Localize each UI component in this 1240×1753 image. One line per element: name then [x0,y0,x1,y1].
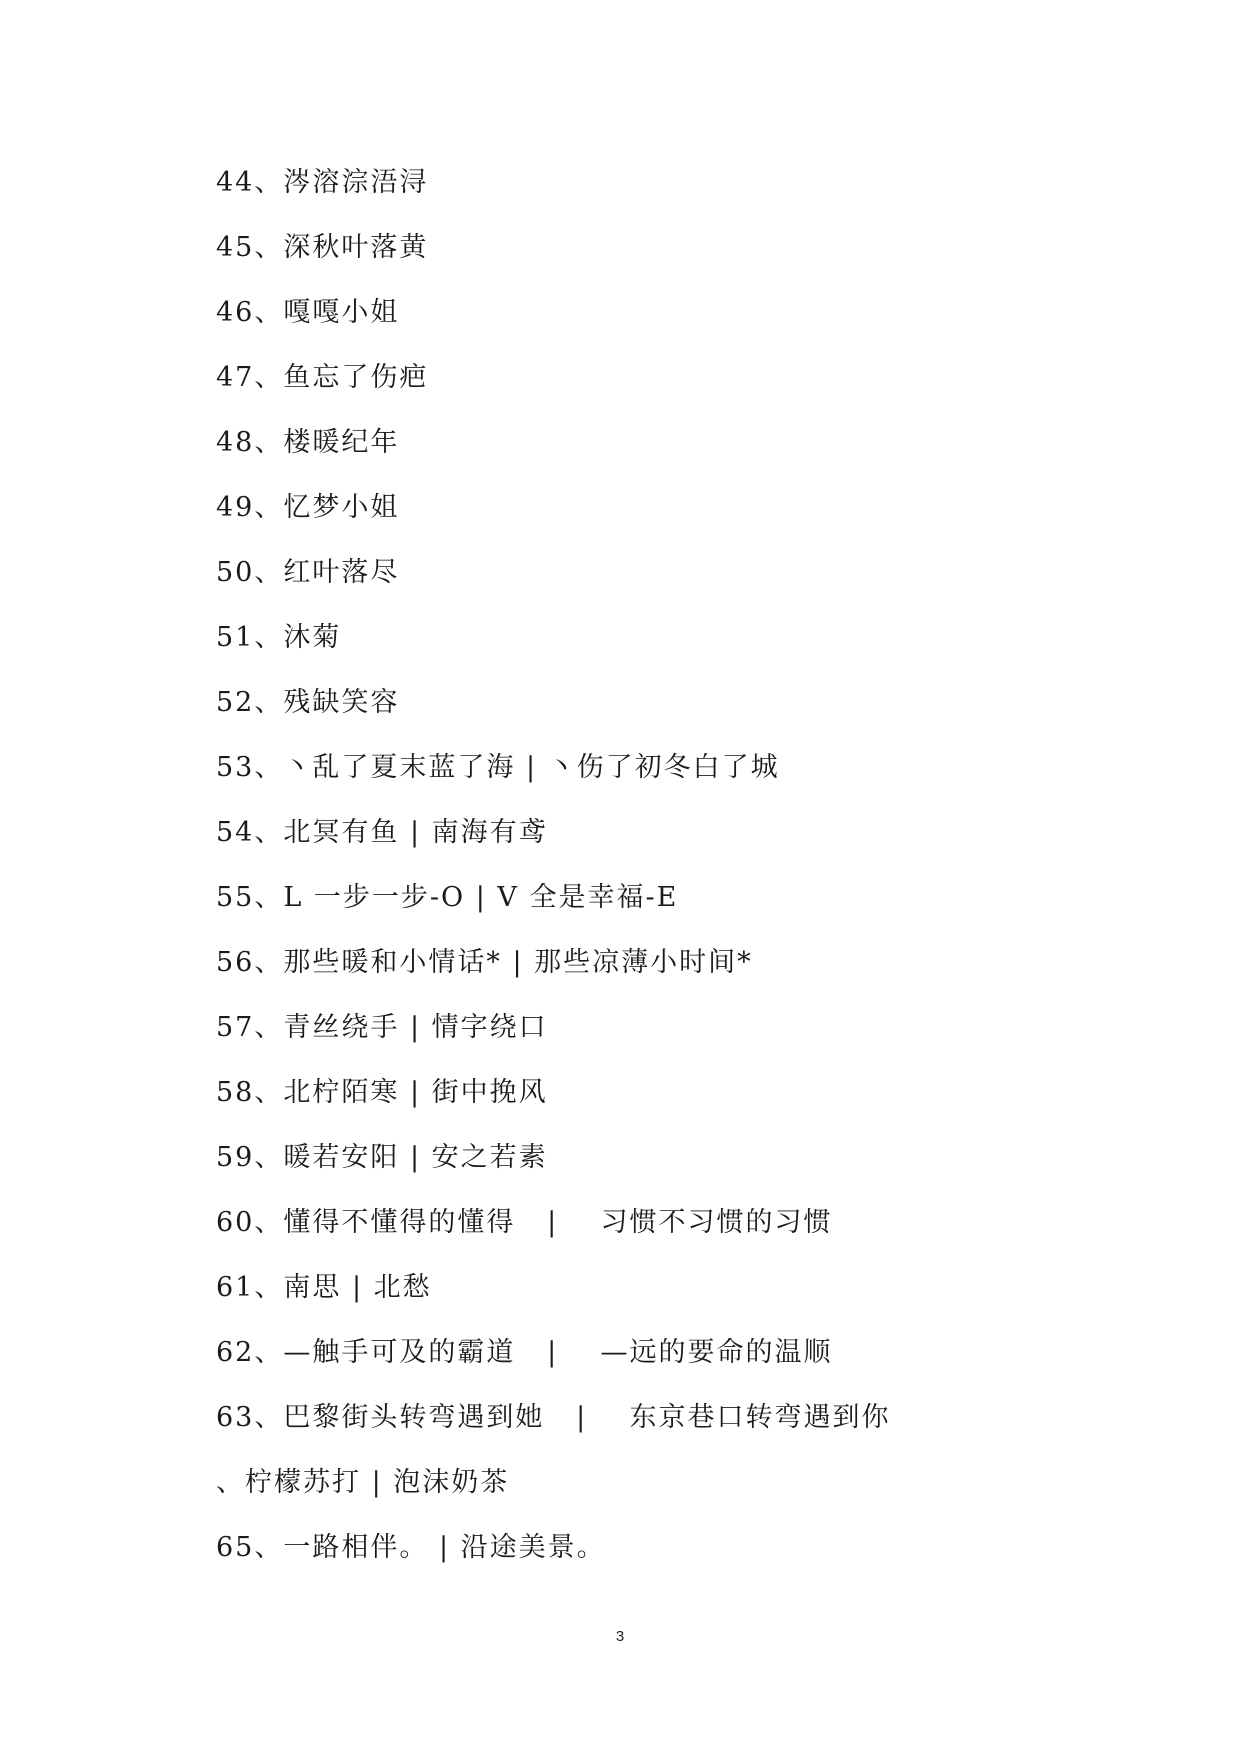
list-item: 51、沐菊 [216,622,342,653]
list-item: 49、忆梦小姐 [216,492,400,523]
list-item: 53、丶乱了夏末蓝了海 | 丶伤了初冬白了城 [216,752,780,783]
list-item: 50、红叶落尽 [216,557,400,588]
list-item: 63、巴黎街头转弯遇到她 | 东京巷口转弯遇到你 [216,1402,891,1433]
list-item: 47、鱼忘了伤疤 [216,362,429,393]
list-item: 56、那些暖和小情话* | 那些凉薄小时间* [216,947,753,978]
list-item: 57、青丝绕手 | 情字绕口 [216,1012,548,1043]
list-item: 45、深秋叶落黄 [216,232,429,263]
list-item: 65、一路相伴。 | 沿途美景。 [216,1532,606,1563]
list-item: 55、L 一步一步-O | V 全是幸福-E [216,882,679,913]
page-number: 3 [615,1628,625,1645]
list-item: 58、北柠陌寒 | 街中挽风 [216,1077,548,1108]
list-item: 61、南思 | 北愁 [216,1272,432,1303]
list-item: 59、暖若安阳 | 安之若素 [216,1142,548,1173]
list-item: 48、楼暖纪年 [216,427,400,458]
list-item: 46、嘎嘎小姐 [216,297,400,328]
list-item: 、柠檬苏打 | 泡沫奶茶 [216,1467,510,1498]
list-item: 62、—触手可及的霸道 | —远的要命的温顺 [216,1337,833,1368]
list-item: 44、涔溶淙浯浔 [216,167,429,198]
name-list [216,160,1176,1590]
list-item: 52、残缺笑容 [216,687,400,718]
list-item: 54、北冥有鱼 | 南海有鸢 [216,817,548,848]
list-item: 60、懂得不懂得的懂得 | 习惯不习惯的习惯 [216,1207,833,1238]
